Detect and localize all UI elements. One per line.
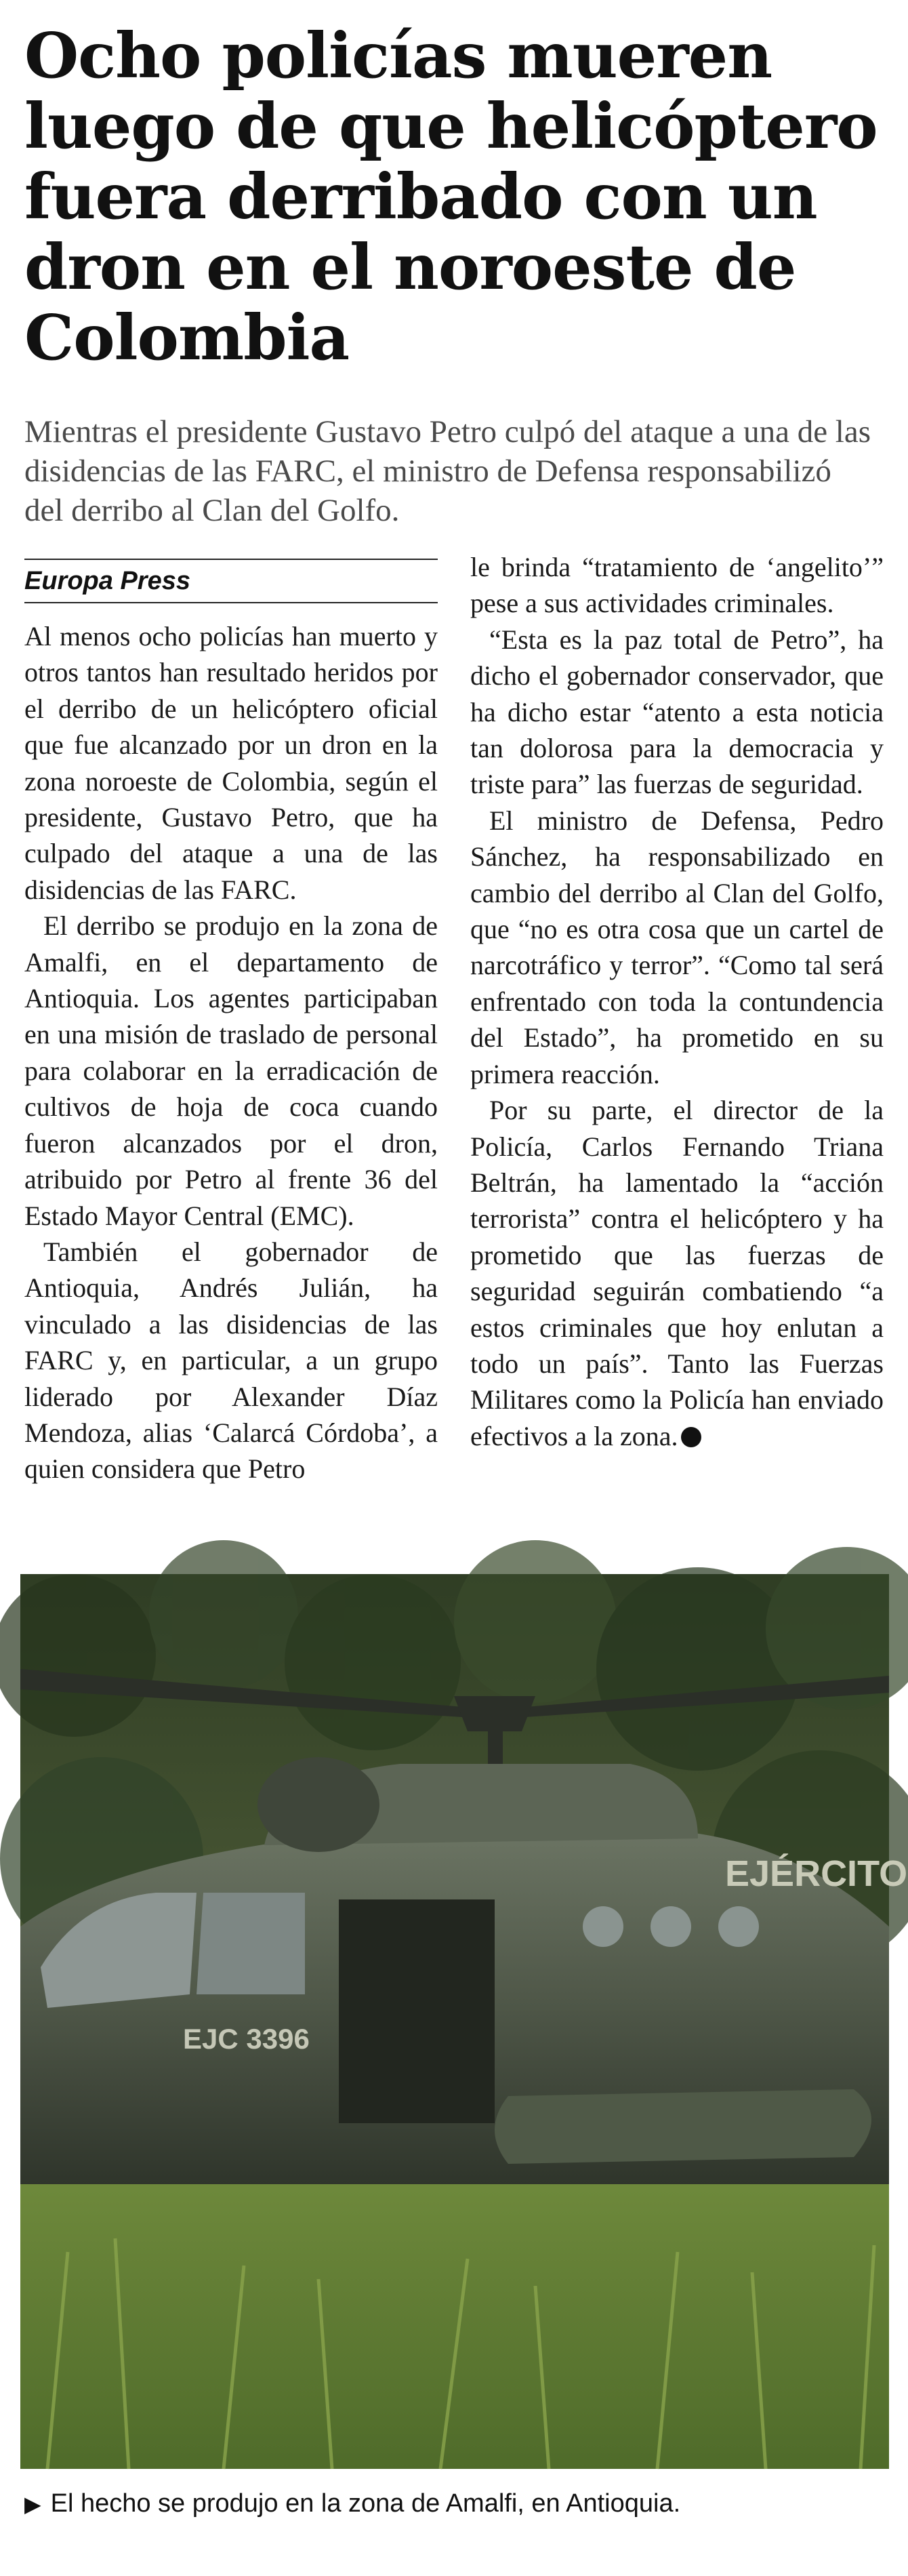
article-body <box>24 549 884 1579</box>
paragraph: El ministro de Defensa, Pedro Sánchez, ha responsabilizado en cambio del derribo al Clan del Golfo, que “no es otra cosa que un cartel de narcotráfico y terror”. “Como tal será enfrentado con toda la contundencia del Estado”, ha prometido en su primera reacción. <box>470 805 884 1089</box>
byline-rule-bottom <box>24 602 438 603</box>
photo-caption <box>24 2487 885 2521</box>
caption-text: El hecho se produjo en la zona de Amalfi, en Antioquia. <box>50 2489 681 2518</box>
paragraph: Al menos ocho policías han muerto y otros tantos han resultado heridos por el derribo de un helicóptero oficial que fue alcanzado por un dron en la zona noroeste de Colombia, según el presidente, Gustavo Petro, que ha culpado del ataque a una de las disidencias de las FARC. <box>24 621 438 905</box>
end-mark-icon <box>681 1427 701 1447</box>
subhead: Mientras el presidente Gustavo Petro culpó del ataque a una de las disidencias de las FARC, el ministro de Defensa responsabilizó del derribo al Clan del Golfo. <box>24 414 871 528</box>
tail-number: EJC 3396 <box>183 2023 310 2055</box>
column-right <box>470 549 884 1579</box>
headline: Ocho policías mueren luego de que helicóptero fuera derribado con un dron en el noroeste de Colombia <box>24 19 878 374</box>
paragraph-last <box>470 1092 884 1454</box>
byline: Europa Press <box>24 567 190 595</box>
paragraph: le brinda “tratamiento de ‘angelito’” pese a sus actividades criminales. <box>470 552 884 619</box>
triangle-right-icon: ▶ <box>24 2492 41 2516</box>
helicopter-photo <box>20 1574 908 2469</box>
paragraph-last-text: Por su parte, el director de la Policía, Carlos Fernando Triana Beltrán, ha lamentado la “acción terrorista” contra el helicóptero y ha prometido que las fuerzas de seguridad seguirán combatiendo “a estos criminales que hoy enlutan a todo un país”. Tanto las Fuerzas Militares como la Policía han enviado efectivos a la zona. <box>470 1095 884 1451</box>
paragraph: También el gobernador de Antioquia, Andrés Julián, ha vinculado a las disidencias de las FARC y, en particular, a un grupo liderado por Alexander Díaz Mendoza, alias ‘Calarcá Córdoba’, a quien considera que Petro <box>24 1236 438 1485</box>
paragraph: El derribo se produjo en la zona de Amalfi, en el departamento de Antioquia. Los agentes participaban en una misión de traslado de personal para colaborar en la erradicación de cultivos de hoja de coca cuando fueron alcanzados por el dron, atribuido por Petro al frente 36 del Estado Mayor Central (EMC). <box>24 910 438 1231</box>
paragraph: “Esta es la paz total de Petro”, ha dicho el gobernador conservador, que ha dicho estar “atento a esta noticia tan dolorosa para la democracia y triste para” las fuerzas de seguridad. <box>470 624 884 800</box>
helicopter-illustration <box>20 1574 908 2469</box>
fuselage-marking: EJÉRCITO <box>725 1853 908 1894</box>
column-left <box>24 549 438 1579</box>
